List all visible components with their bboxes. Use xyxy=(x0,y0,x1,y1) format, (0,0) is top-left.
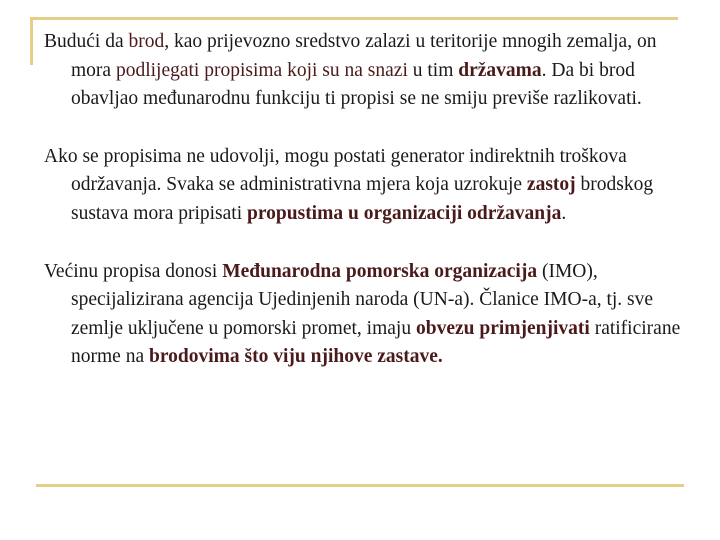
text-segment: . xyxy=(561,202,567,224)
left-rule xyxy=(30,17,33,65)
paragraph-1 xyxy=(44,28,684,114)
text-segment: u tim xyxy=(407,59,459,81)
text-segment: ratificirane norme na xyxy=(71,317,681,368)
text-segment: brodskog sustava mora pripisati xyxy=(71,174,654,224)
paragraph-2 xyxy=(44,143,684,229)
bold-segment: Međunarodna pomorska organizacija xyxy=(222,260,538,282)
text-segment: Ako se propisima ne udovolji, mogu postati generator indirektnih troškova održavanja. Svaka se administrativna mjera koja uzrokuje xyxy=(44,145,627,196)
bold-segment: državama xyxy=(458,59,542,81)
bold-segment: zastoj xyxy=(526,174,576,196)
keyword-segment: podlijegati propisima koji su na snazi xyxy=(115,59,408,81)
text-segment: Većinu propisa donosi xyxy=(44,260,223,282)
text-segment: (IMO), specijalizirana agencija Ujedinjenih naroda (UN-a). Članice IMO-a, tj. sve zemlje uključene u pomorski promet, imaju xyxy=(71,260,654,339)
bottom-rule xyxy=(36,484,684,487)
paragraph-3 xyxy=(44,258,684,372)
slide-body xyxy=(44,28,684,372)
text-segment: Budući da xyxy=(44,31,129,52)
top-rule xyxy=(30,17,678,20)
bold-segment: propustima u organizaciji održavanja xyxy=(247,202,562,224)
bold-segment: obvezu primjenjivati xyxy=(415,317,590,339)
keyword-segment: brod xyxy=(128,31,165,52)
text-segment: , kao prijevozno sredstvo zalazi u teritorije mnogih zemalja, on mora xyxy=(71,31,657,81)
bold-segment: brodovima što viju njihove zastave. xyxy=(148,346,443,368)
text-segment: . Da bi brod obavljao međunarodnu funkciju ti propisi se ne smiju previše razlikovati. xyxy=(71,59,642,110)
